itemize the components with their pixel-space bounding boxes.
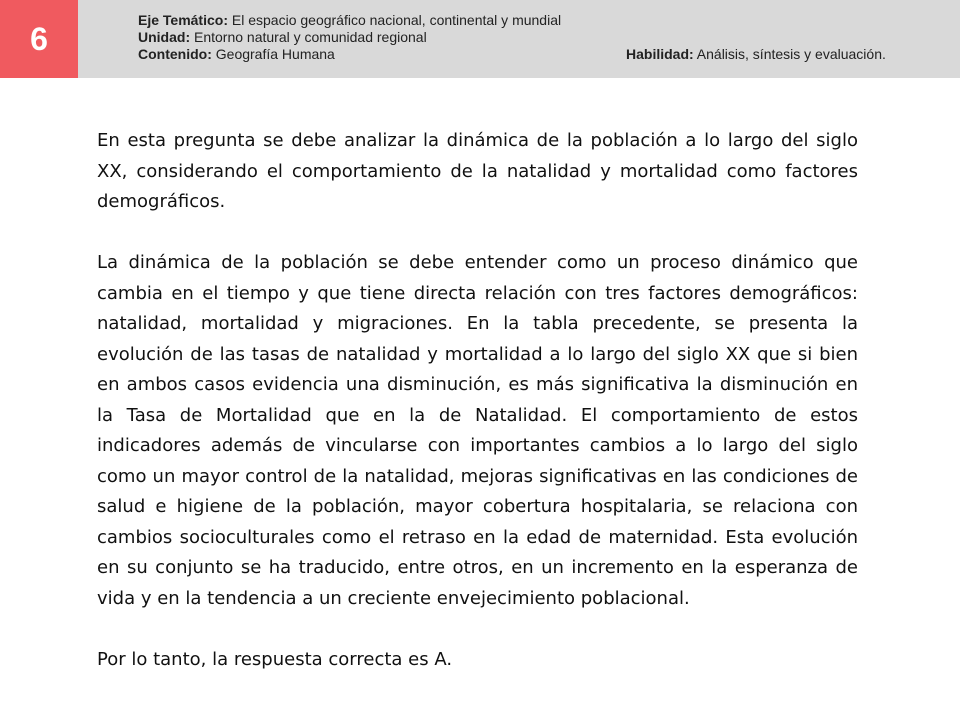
question-number-badge xyxy=(0,0,78,78)
contenido-label: Contenido: xyxy=(138,46,212,62)
unidad-label: Unidad: xyxy=(138,29,191,45)
header-metadata xyxy=(138,12,561,63)
unidad-line xyxy=(138,29,561,46)
answer-explanation xyxy=(97,126,858,675)
habilidad-value: Análisis, síntesis y evaluación. xyxy=(693,46,886,62)
contenido-line xyxy=(138,46,561,63)
question-number: 6 xyxy=(30,20,48,57)
habilidad-line xyxy=(626,46,886,63)
eje-tematico-value: El espacio geográfico nacional, continental y mundial xyxy=(228,12,562,28)
contenido-value: Geografía Humana xyxy=(211,46,335,62)
eje-tematico-line xyxy=(138,12,561,29)
paragraph-intro: En esta pregunta se debe analizar la dinámica de la población a lo largo del siglo XX, considerando el comportamiento de la natalidad y mortalidad como factores demográficos. xyxy=(97,130,858,212)
habilidad-label: Habilidad: xyxy=(626,46,694,62)
paragraph-analysis: La dinámica de la población se debe entender como un proceso dinámico que cambia en el tiempo y que tiene directa relación con tres factores demográficos: natalidad, mortalidad y migraciones. En la tabla precedente, se presenta la evolución de las tasas de natalidad y mortalidad a lo largo del siglo XX que si bien en ambos casos evidencia una disminución, es más significativa la disminución en la Tasa de Mortalidad que en la de Natalidad. El comportamiento de estos indicadores además de vincularse con importantes cambios a lo largo del siglo como un mayor control de la natalidad, mejoras significativas en las condiciones de salud e higiene de la población, mayor cobertura hospitalaria, se relaciona con cambios socioculturales como el retraso en la edad de maternidad. Esta evolución en su conjunto se ha traducido, entre otros, en un incremento en la esperanza de vida y en la tendencia a un creciente envejecimiento poblacional. xyxy=(97,252,858,609)
paragraph-conclusion: Por lo tanto, la respuesta correcta es A. xyxy=(97,648,453,670)
unidad-value: Entorno natural y comunidad regional xyxy=(190,29,427,45)
eje-tematico-label: Eje Temático: xyxy=(138,12,228,28)
